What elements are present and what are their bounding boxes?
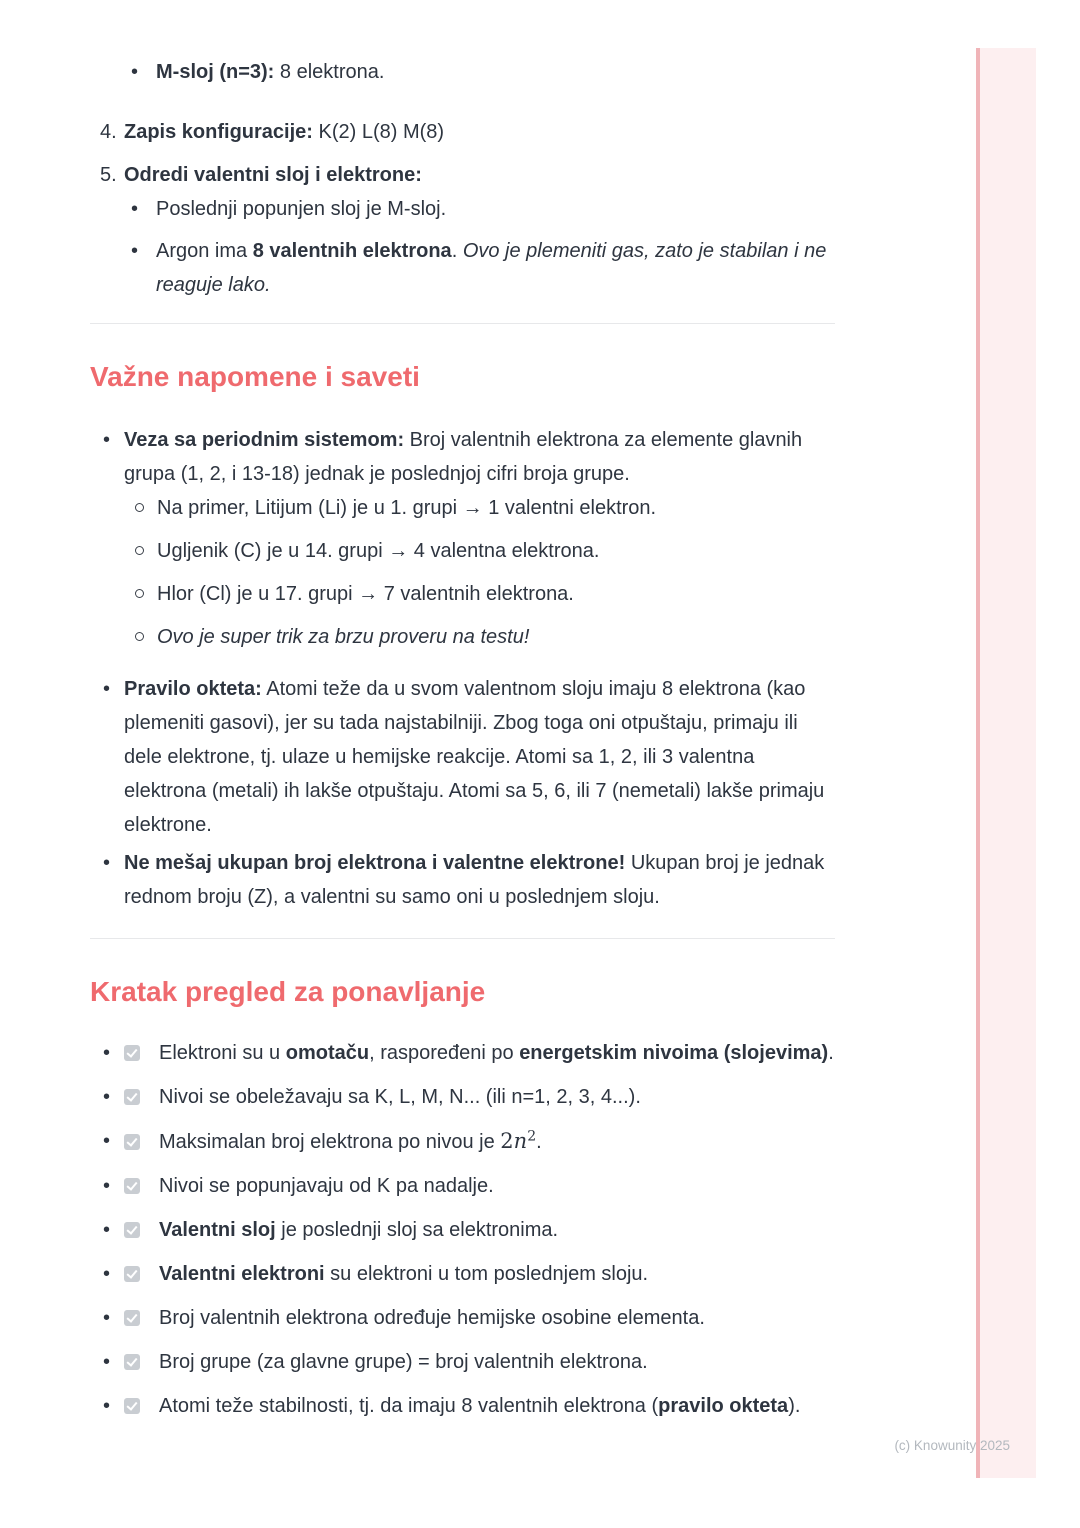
checklist-item <box>90 1080 835 1114</box>
list-item <box>90 423 835 491</box>
top-sub-list <box>90 55 835 89</box>
list-item <box>90 115 835 149</box>
checkbox-checked-icon[interactable] <box>124 1089 140 1105</box>
notes-list <box>90 672 835 914</box>
checklist-item-text: Elektroni su u <box>159 1042 286 1064</box>
checkbox-checked-icon[interactable] <box>124 1178 140 1194</box>
list-item <box>90 577 835 611</box>
page-edge-stripe <box>976 48 1036 1478</box>
checklist-item-text: . <box>536 1131 542 1153</box>
bullet-icon: • <box>103 1086 111 1108</box>
checklist-item-bold-text: omotaču <box>285 1042 370 1064</box>
checklist-item-text: Nivoi se popunjavaju od K pa nadalje. <box>159 1175 494 1197</box>
circle-bullet-icon <box>135 632 144 641</box>
checkbox-checked-icon[interactable] <box>124 1222 140 1238</box>
checklist-item <box>90 1345 835 1379</box>
checklist-item-text: Broj valentnih elektrona određuje hemijske osobine elementa. <box>159 1307 705 1329</box>
list-item <box>90 158 835 192</box>
list-item-text: Broj valentnih elektrona za elemente glavnih grupa (1, 2, i 13-18) jednak je poslednjoj cifri broja grupe. <box>124 429 803 485</box>
bullet-icon: • <box>131 240 139 262</box>
checkbox-checked-icon[interactable] <box>124 1398 140 1414</box>
list-item-bold-text: Veza sa periodnim sistemom: <box>124 429 405 451</box>
bullet-icon: • <box>103 1307 111 1329</box>
item5-sub-list <box>90 192 835 302</box>
list-item-text: . <box>451 240 463 262</box>
checklist-item <box>90 1257 835 1291</box>
checklist-item-bold-text: Valentni elektroni <box>159 1263 325 1285</box>
list-item-text: Hlor (Cl) je u 17. grupi → 7 valentnih elektrona. <box>157 583 574 605</box>
circle-bullet-icon <box>135 589 144 598</box>
list-item-italic-text: Ovo je super trik za brzu proveru na testu! <box>157 626 530 648</box>
checklist-item-text: Nivoi se obeležavaju sa K, L, M, N... (ili n=1, 2, 3, 4...). <box>159 1086 641 1108</box>
list-item-text: Argon ima <box>156 240 253 262</box>
checklist-item <box>90 1169 835 1203</box>
math-coefficient: 2 <box>500 1129 514 1153</box>
list-item-text: Poslednji popunjen sloj je M-sloj. <box>156 198 447 220</box>
checklist-item-bold-text: Valentni sloj <box>159 1219 276 1241</box>
checklist-item-text: Broj grupe (za glavne grupe) = broj valentnih elektrona. <box>159 1351 648 1373</box>
checkbox-checked-icon[interactable] <box>124 1310 140 1326</box>
checkbox-checked-icon[interactable] <box>124 1354 140 1370</box>
checkbox-checked-icon[interactable] <box>124 1045 140 1061</box>
bullet-icon: • <box>103 1263 111 1285</box>
checklist-item-text: , raspoređeni po <box>369 1042 520 1064</box>
list-item <box>90 491 835 525</box>
list-item <box>90 192 835 226</box>
list-item <box>90 534 835 568</box>
list-item-text: Ugljenik (C) je u 14. grupi → 4 valentna elektrona. <box>157 540 600 562</box>
circle-bullet-icon <box>135 503 144 512</box>
list-item-bold-text: 8 valentnih elektrona <box>252 240 452 262</box>
section-divider <box>90 323 835 324</box>
section-title-napomene: Važne napomene i saveti <box>90 361 420 392</box>
list-item-text: Na primer, Litijum (Li) je u 1. grupi → 1 valentni elektron. <box>157 497 657 519</box>
list-number: 4. <box>100 121 117 143</box>
checklist-item-text: Maksimalan broj elektrona po nivou je <box>159 1131 501 1153</box>
bullet-icon: • <box>103 1175 111 1197</box>
math-variable: n <box>513 1129 528 1153</box>
list-item <box>90 846 835 914</box>
list-item-text: 8 elektrona. <box>274 61 385 83</box>
bullet-icon: • <box>103 1395 111 1417</box>
checklist-item <box>90 1036 835 1070</box>
section-divider <box>90 938 835 939</box>
checklist-item <box>90 1301 835 1335</box>
bullet-icon: • <box>103 1351 111 1373</box>
checklist-item <box>90 1124 835 1159</box>
bullet-icon: • <box>131 198 139 220</box>
list-item-bold-text: Odredi valentni sloj i elektrone: <box>124 164 422 186</box>
bullet-icon: • <box>103 1042 111 1064</box>
checklist-item-text: je poslednji sloj sa elektronima. <box>275 1219 559 1241</box>
numbered-list <box>90 115 835 192</box>
bullet-icon: • <box>131 61 139 83</box>
list-item-bold-text: Zapis konfiguracije: <box>124 121 313 143</box>
list-item-text: K(2) L(8) M(8) <box>312 121 445 143</box>
document-page <box>90 55 835 1423</box>
list-item-bold-text: M-sloj (n=3): <box>156 61 275 83</box>
copyright-watermark: (c) Knowunity 2025 <box>894 1438 1010 1453</box>
checklist-item-text: . <box>828 1042 834 1064</box>
checkbox-checked-icon[interactable] <box>124 1134 140 1150</box>
list-item-bold-text: Ne mešaj ukupan broj elektrona i valentne elektrone! <box>124 852 626 874</box>
checklist-item-bold-text: pravilo okteta <box>658 1395 789 1417</box>
checklist-item <box>90 1213 835 1247</box>
list-item-bold-text: Pravilo okteta: <box>124 678 262 700</box>
checklist-item-text: su elektroni u tom poslednjem sloju. <box>324 1263 649 1285</box>
section-title-pregled: Kratak pregled za ponavljanje <box>90 976 486 1007</box>
list-item-text: Ukupan broj je jednak rednom broju (Z), a valentni su samo oni u poslednjem sloju. <box>124 852 825 908</box>
bullet-icon: • <box>103 1219 111 1241</box>
list-item <box>90 620 835 654</box>
bullet-icon: • <box>103 429 111 451</box>
math-superscript: 2 <box>527 1128 537 1145</box>
checklist-item-text: ). <box>788 1395 801 1417</box>
review-checklist <box>90 1036 835 1423</box>
checklist-item-text: Atomi teže stabilnosti, tj. da imaju 8 valentnih elektrona ( <box>159 1395 659 1417</box>
bullet-icon: • <box>103 1130 111 1152</box>
list-number: 5. <box>100 164 117 186</box>
list-item <box>90 234 835 302</box>
notes-list <box>90 423 835 491</box>
list-item <box>90 672 835 842</box>
checkbox-checked-icon[interactable] <box>124 1266 140 1282</box>
list-item-text: Atomi teže da u svom valentnom sloju imaju 8 elektrona (kao plemeniti gasovi), jer su tada najstabilniji. Zbog toga oni otpuštaju, primaju ili dele elektrone, tj. ulaze u hemijske reakcije. Atomi sa 1, 2, ili 3 valentna elektrona (metali) ih lakše otpuštaju. Atomi sa 5, 6, ili 7 (nemetali) lakše primaju elektrone. <box>124 678 825 836</box>
list-item <box>90 55 835 89</box>
list-item-italic-text: Ovo je plemeniti gas, zato je stabilan i ne reaguje lako. <box>156 240 827 296</box>
bullet-icon: • <box>103 852 111 874</box>
bullet-icon: • <box>103 678 111 700</box>
examples-sub-list <box>90 491 835 654</box>
checklist-item-bold-text: energetskim nivoima (slojevima) <box>519 1042 829 1064</box>
circle-bullet-icon <box>135 546 144 555</box>
checklist-item <box>90 1389 835 1423</box>
